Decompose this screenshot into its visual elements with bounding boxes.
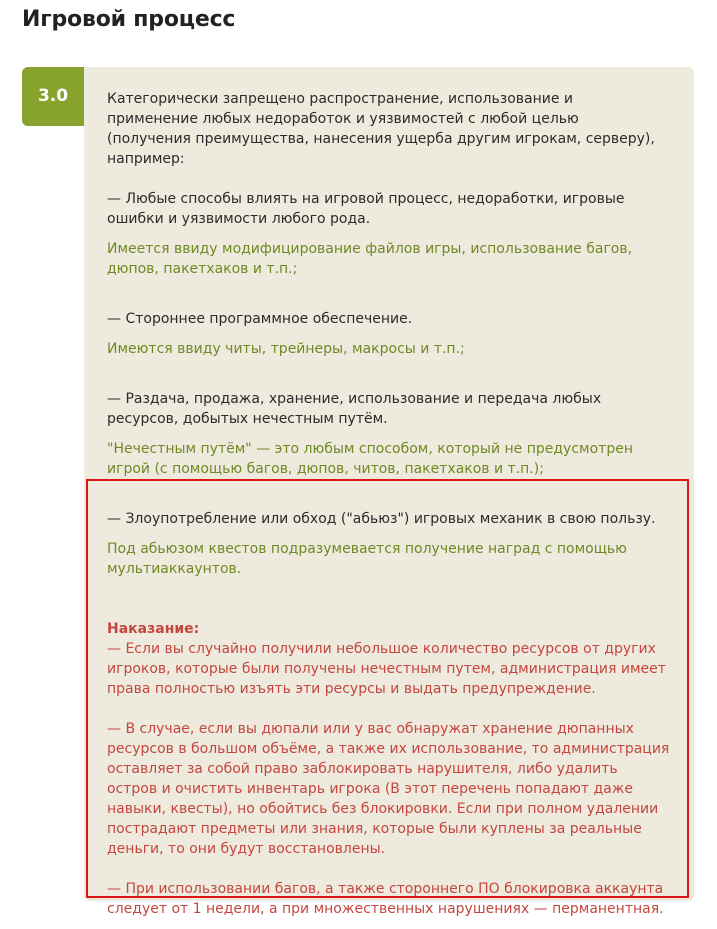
penalty-paragraph: — В случае, если вы дюпали или у вас обнаружат хранение дюпанных ресурсов в большом объёме, а также их использование, то администрация оставляет за собой право заблокировать нарушителя, либо удалить остров и очистить инвентарь игрока (В этот перечень попадают даже навыки, квесты), но обойтись без блокировки. Если при полном удалении пострадают предметы или знания, которые были куплены за реальные деньги, то они будут восстановлены. bbox=[107, 721, 670, 857]
rule-number-badge: 3.0 bbox=[22, 67, 84, 126]
rule-note-illegal-resources: "Нечестным путём" — это любым способом, который не предусмотрен игрой (с помощью багов, дюпов, читов, пакетхаков и т.п.); bbox=[107, 441, 633, 477]
rule-note-game-exploits: Имеется ввиду модифицирование файлов игры, использование багов, дюпов, пакетхаков и т.п.; bbox=[107, 241, 633, 277]
rule-item-third-party-software: — Стороннее программное обеспечение. bbox=[107, 311, 413, 327]
rule-item-mechanics-abuse: — Злоупотребление или обход ("абьюз") игровых механик в свою пользу. bbox=[107, 511, 656, 527]
rule-note-mechanics-abuse: Под абьюзом квестов подразумевается получение наград с помощью мультиаккаунтов. bbox=[107, 541, 627, 577]
rule-intro: Категорически запрещено распространение, использование и применение любых недоработок и уязвимостей с любой целью (получения преимущества, нанесения ущерба другим игрокам, серверу), например: bbox=[107, 91, 655, 167]
penalty-paragraph: — Если вы случайно получили небольшое количество ресурсов от других игроков, которые были получены нечестным путем, администрация имеет права полностью изъять эти ресурсы и выдать предупреждение. bbox=[107, 641, 666, 697]
penalty-paragraph: — При использовании багов, а также стороннего ПО блокировка аккаунта следует от 1 недели, а при множественных нарушениях — перманентная. bbox=[107, 881, 664, 917]
rule-item-game-exploits: — Любые способы влиять на игровой процесс, недоработки, игровые ошибки и уязвимости любого рода. bbox=[107, 191, 625, 227]
rule-note-third-party-software: Имеются ввиду читы, трейнеры, макросы и т.п.; bbox=[107, 341, 465, 357]
page-title: Игровой процесс bbox=[22, 7, 236, 32]
penalty-section bbox=[107, 619, 679, 699]
rule-item-illegal-resources: — Раздача, продажа, хранение, использование и передача любых ресурсов, добытых нечестным путём. bbox=[107, 391, 602, 427]
penalty-heading: Наказание: bbox=[107, 621, 200, 637]
rule-content bbox=[107, 89, 679, 919]
